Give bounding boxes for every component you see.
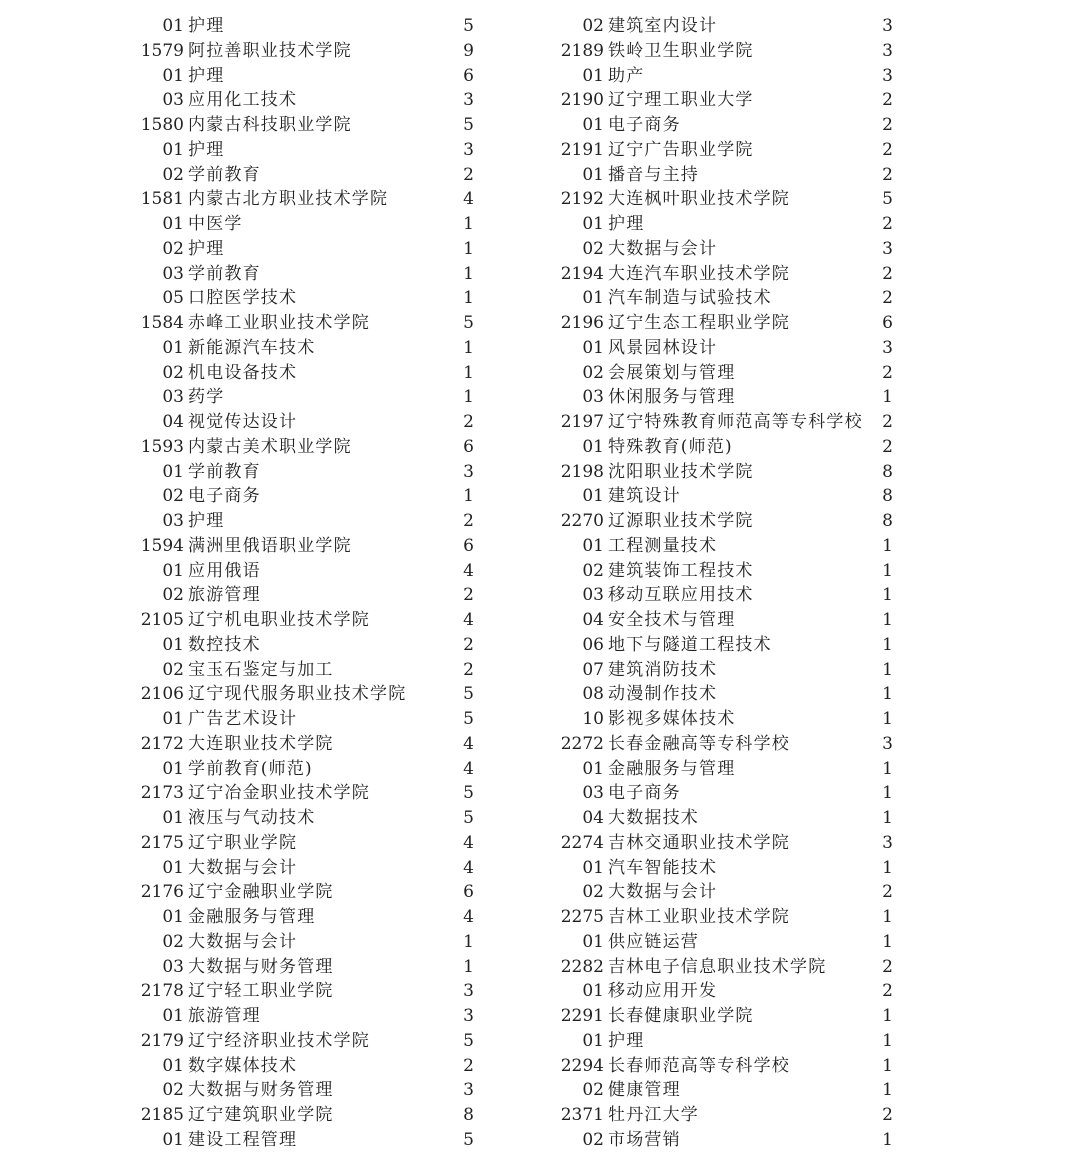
major-code: 01 [582, 214, 604, 234]
major-name: 大数据与会计 [608, 238, 718, 259]
school-code: 2189 [560, 40, 604, 61]
major-code: 03 [162, 90, 184, 111]
plan-count: 5 [463, 115, 474, 135]
school-code: 2196 [560, 313, 604, 333]
school-name: 辽宁冶金职业技术学院 [188, 783, 370, 804]
major-name: 安全技术与管理 [608, 610, 736, 630]
school-code: 1581 [140, 189, 184, 210]
major-name: 旅游管理 [188, 585, 261, 606]
school-code: 2176 [140, 882, 184, 903]
school-code: 2274 [560, 832, 604, 853]
major-name: 液压与气动技术 [188, 808, 316, 828]
major-code: 01 [162, 857, 184, 878]
major-code: 01 [162, 1129, 184, 1150]
school-name: 大连枫叶职业技术学院 [608, 189, 790, 210]
major-code: 02 [162, 659, 184, 680]
major-name: 健康管理 [608, 1080, 681, 1101]
school-name: 辽宁机电职业技术学院 [188, 610, 370, 630]
plan-count: 6 [463, 535, 474, 556]
major-code: 02 [162, 1080, 184, 1101]
major-code: 01 [582, 164, 604, 185]
school-code: 2371 [560, 1105, 604, 1125]
plan-count: 1 [463, 263, 474, 284]
major-name: 护理 [188, 511, 225, 531]
major-code: 01 [162, 560, 184, 581]
major-name: 电子商务 [188, 486, 261, 507]
school-name: 吉林工业职业技术学院 [608, 907, 790, 927]
plan-count: 3 [463, 1006, 474, 1026]
school-code: 2194 [560, 263, 604, 284]
plan-count: 3 [463, 981, 474, 1002]
school-code: 1584 [140, 313, 184, 333]
school-code: 2272 [560, 733, 604, 754]
major-name: 建筑消防技术 [608, 659, 718, 680]
school-name: 辽宁建筑职业学院 [188, 1105, 334, 1125]
plan-count: 8 [882, 461, 893, 482]
major-code: 01 [582, 486, 604, 507]
school-name: 长春金融高等专科学校 [608, 733, 790, 754]
school-name: 阿拉善职业技术学院 [188, 40, 352, 61]
plan-count: 2 [463, 1055, 474, 1076]
school-name: 内蒙古美术职业学院 [188, 436, 352, 457]
plan-count: 5 [463, 16, 474, 36]
plan-count: 1 [882, 931, 893, 952]
plan-count: 5 [463, 313, 474, 333]
school-code: 2190 [560, 90, 604, 111]
school-name: 内蒙古北方职业技术学院 [188, 189, 389, 210]
major-code: 01 [582, 337, 604, 358]
major-name: 大数据技术 [608, 808, 699, 828]
major-name: 移动应用开发 [608, 981, 718, 1002]
plan-count: 2 [882, 1105, 893, 1125]
plan-count: 4 [463, 832, 474, 853]
plan-count: 1 [463, 362, 474, 383]
major-name: 休闲服务与管理 [608, 387, 736, 408]
major-name: 口腔医学技术 [188, 288, 298, 309]
school-name: 大连汽车职业技术学院 [608, 263, 790, 284]
plan-count: 3 [882, 40, 893, 61]
school-code: 2198 [560, 461, 604, 482]
plan-count: 3 [463, 461, 474, 482]
school-name: 辽宁生态工程职业学院 [608, 313, 790, 333]
plan-count: 3 [882, 337, 893, 358]
plan-count: 1 [463, 288, 474, 309]
school-name: 大连职业技术学院 [188, 733, 334, 754]
major-code: 03 [162, 387, 184, 408]
major-code: 02 [162, 486, 184, 507]
major-name: 建筑设计 [608, 486, 681, 507]
major-name: 新能源汽车技术 [188, 337, 316, 358]
major-code: 04 [162, 412, 184, 432]
major-code: 01 [162, 808, 184, 828]
plan-count: 2 [463, 164, 474, 185]
plan-count: 2 [882, 436, 893, 457]
major-code: 02 [162, 164, 184, 185]
major-code: 10 [582, 709, 604, 729]
major-name: 护理 [188, 238, 225, 259]
major-code: 02 [582, 1080, 604, 1101]
school-name: 铁岭卫生职业学院 [608, 40, 754, 61]
plan-count: 1 [463, 214, 474, 234]
major-name: 广告艺术设计 [188, 709, 298, 729]
major-code: 02 [582, 1129, 604, 1150]
major-name: 学前教育 [188, 164, 261, 185]
major-code: 02 [582, 560, 604, 581]
plan-count: 1 [882, 808, 893, 828]
major-name: 特殊教育(师范) [608, 436, 733, 457]
plan-count: 1 [882, 1080, 893, 1101]
plan-count: 3 [882, 238, 893, 259]
school-code: 2185 [140, 1105, 184, 1125]
plan-count: 3 [882, 16, 893, 36]
plan-count: 5 [463, 808, 474, 828]
plan-count: 1 [882, 783, 893, 804]
major-code: 01 [582, 535, 604, 556]
school-code: 1594 [140, 535, 184, 556]
major-name: 建设工程管理 [188, 1129, 298, 1150]
plan-count: 1 [882, 1030, 893, 1051]
major-name: 应用俄语 [188, 560, 261, 581]
major-name: 电子商务 [608, 115, 681, 135]
school-code: 2175 [140, 832, 184, 853]
plan-count: 1 [882, 758, 893, 779]
major-name: 大数据与会计 [608, 882, 718, 903]
major-name: 播音与主持 [608, 164, 699, 185]
major-code: 01 [162, 337, 184, 358]
major-name: 影视多媒体技术 [608, 709, 736, 729]
major-code: 01 [582, 931, 604, 952]
school-code: 2270 [560, 511, 604, 531]
major-name: 数控技术 [188, 634, 261, 655]
school-code: 2179 [140, 1030, 184, 1051]
plan-count: 2 [882, 214, 893, 234]
plan-count: 1 [882, 1129, 893, 1150]
plan-count: 4 [463, 560, 474, 581]
major-code: 06 [582, 634, 604, 655]
major-name: 大数据与会计 [188, 931, 298, 952]
major-code: 03 [162, 511, 184, 531]
major-code: 01 [162, 758, 184, 779]
major-name: 护理 [188, 65, 225, 86]
plan-count: 4 [463, 189, 474, 210]
major-code: 01 [162, 907, 184, 927]
major-code: 04 [582, 610, 604, 630]
plan-count: 2 [882, 882, 893, 903]
plan-count: 5 [463, 709, 474, 729]
major-code: 01 [162, 214, 184, 234]
plan-count: 4 [463, 610, 474, 630]
school-code: 1579 [140, 40, 184, 61]
major-code: 01 [162, 139, 184, 160]
plan-count: 1 [882, 709, 893, 729]
major-name: 学前教育 [188, 263, 261, 284]
plan-count: 3 [882, 832, 893, 853]
major-name: 供应链运营 [608, 931, 699, 952]
plan-count: 5 [882, 189, 893, 210]
major-name: 助产 [608, 65, 645, 86]
major-code: 01 [582, 857, 604, 878]
plan-count: 2 [882, 164, 893, 185]
school-code: 2197 [560, 412, 604, 432]
school-name: 赤峰工业职业技术学院 [188, 313, 370, 333]
plan-count: 2 [882, 263, 893, 284]
plan-count: 2 [882, 362, 893, 383]
major-code: 07 [582, 659, 604, 680]
school-code: 2192 [560, 189, 604, 210]
plan-count: 6 [463, 65, 474, 86]
major-code: 02 [162, 362, 184, 383]
major-code: 05 [162, 288, 184, 309]
school-name: 沈阳职业技术学院 [608, 461, 754, 482]
major-code: 02 [582, 16, 604, 36]
major-code: 02 [582, 238, 604, 259]
major-name: 风景园林设计 [608, 337, 718, 358]
school-code: 1593 [140, 436, 184, 457]
major-name: 电子商务 [608, 783, 681, 804]
school-name: 辽宁金融职业学院 [188, 882, 334, 903]
school-name: 辽宁特殊教育师范高等专科学校 [608, 412, 863, 432]
major-name: 护理 [608, 1030, 645, 1051]
plan-count: 8 [463, 1105, 474, 1125]
plan-count: 1 [882, 610, 893, 630]
plan-count: 2 [882, 288, 893, 309]
plan-count: 4 [463, 857, 474, 878]
school-name: 辽宁经济职业技术学院 [188, 1030, 370, 1051]
school-name: 内蒙古科技职业学院 [188, 115, 352, 135]
school-code: 2275 [560, 907, 604, 927]
plan-count: 6 [882, 313, 893, 333]
major-code: 01 [162, 1006, 184, 1026]
school-name: 辽宁职业学院 [188, 832, 298, 853]
major-code: 01 [582, 65, 604, 86]
major-code: 01 [582, 981, 604, 1002]
plan-count: 3 [882, 733, 893, 754]
major-name: 应用化工技术 [188, 90, 298, 111]
school-code: 2173 [140, 783, 184, 804]
major-code: 01 [162, 16, 184, 36]
school-name: 辽宁轻工职业学院 [188, 981, 334, 1002]
plan-count: 1 [882, 1006, 893, 1026]
major-name: 会展策划与管理 [608, 362, 736, 383]
plan-count: 1 [882, 387, 893, 408]
plan-count: 2 [463, 511, 474, 531]
plan-count: 1 [882, 1055, 893, 1076]
major-code: 01 [162, 65, 184, 86]
school-code: 2105 [140, 610, 184, 630]
plan-count: 1 [882, 684, 893, 705]
school-code: 1580 [140, 115, 184, 135]
plan-count: 1 [463, 931, 474, 952]
plan-count: 3 [882, 65, 893, 86]
major-code: 08 [582, 684, 604, 705]
plan-count: 4 [463, 758, 474, 779]
major-code: 02 [582, 362, 604, 383]
school-code: 2106 [140, 684, 184, 705]
plan-count: 9 [463, 40, 474, 61]
school-name: 吉林电子信息职业技术学院 [608, 956, 827, 977]
plan-count: 1 [882, 634, 893, 655]
plan-count: 2 [463, 634, 474, 655]
school-code: 2191 [560, 139, 604, 160]
plan-count: 2 [882, 90, 893, 111]
major-code: 04 [582, 808, 604, 828]
major-name: 数字媒体技术 [188, 1055, 298, 1076]
plan-count: 2 [463, 659, 474, 680]
major-name: 汽车制造与试验技术 [608, 288, 772, 309]
plan-count: 2 [463, 585, 474, 606]
school-name: 辽宁广告职业学院 [608, 139, 754, 160]
major-name: 护理 [608, 214, 645, 234]
major-name: 动漫制作技术 [608, 684, 718, 705]
major-name: 护理 [188, 16, 225, 36]
plan-count: 2 [882, 981, 893, 1002]
major-name: 金融服务与管理 [188, 907, 316, 927]
major-code: 03 [582, 387, 604, 408]
plan-count: 1 [882, 907, 893, 927]
major-name: 市场营销 [608, 1129, 681, 1150]
school-name: 吉林交通职业技术学院 [608, 832, 790, 853]
plan-count: 1 [463, 387, 474, 408]
major-code: 02 [582, 882, 604, 903]
major-code: 01 [582, 1030, 604, 1051]
plan-count: 1 [882, 659, 893, 680]
major-name: 建筑室内设计 [608, 16, 718, 36]
school-name: 牡丹江大学 [608, 1105, 699, 1125]
plan-count: 2 [882, 956, 893, 977]
plan-count: 1 [463, 337, 474, 358]
major-name: 建筑装饰工程技术 [608, 560, 754, 581]
major-name: 工程测量技术 [608, 535, 718, 556]
major-name: 药学 [188, 387, 225, 408]
plan-count: 5 [463, 684, 474, 705]
plan-count: 5 [463, 1030, 474, 1051]
major-name: 金融服务与管理 [608, 758, 736, 779]
major-code: 01 [582, 436, 604, 457]
school-name: 长春师范高等专科学校 [608, 1055, 790, 1076]
school-name: 辽源职业技术学院 [608, 511, 754, 531]
major-name: 汽车智能技术 [608, 857, 718, 878]
school-name: 辽宁理工职业大学 [608, 90, 754, 111]
major-code: 02 [162, 931, 184, 952]
plan-count: 8 [882, 486, 893, 507]
school-code: 2294 [560, 1055, 604, 1076]
school-code: 2172 [140, 733, 184, 754]
plan-count: 2 [463, 412, 474, 432]
plan-count: 1 [882, 585, 893, 606]
major-code: 01 [582, 758, 604, 779]
major-code: 01 [162, 461, 184, 482]
plan-count: 2 [882, 115, 893, 135]
school-code: 2178 [140, 981, 184, 1002]
plan-count: 2 [882, 412, 893, 432]
plan-count: 4 [463, 733, 474, 754]
plan-count: 6 [463, 436, 474, 457]
plan-count: 1 [882, 560, 893, 581]
plan-count: 2 [882, 139, 893, 160]
plan-count: 1 [882, 857, 893, 878]
major-name: 大数据与会计 [188, 857, 298, 878]
major-name: 大数据与财务管理 [188, 956, 334, 977]
major-name: 视觉传达设计 [188, 412, 298, 432]
plan-count: 5 [463, 783, 474, 804]
school-code: 2282 [560, 956, 604, 977]
major-code: 01 [582, 288, 604, 309]
major-name: 学前教育(师范) [188, 758, 313, 779]
school-code: 2291 [560, 1006, 604, 1026]
plan-count: 3 [463, 139, 474, 160]
plan-count: 4 [463, 907, 474, 927]
major-code: 03 [582, 783, 604, 804]
plan-count: 5 [463, 1129, 474, 1150]
major-code: 01 [582, 115, 604, 135]
school-name: 长春健康职业学院 [608, 1006, 754, 1026]
plan-count: 1 [463, 956, 474, 977]
plan-count: 1 [882, 535, 893, 556]
school-name: 满洲里俄语职业学院 [188, 535, 352, 556]
major-code: 03 [162, 956, 184, 977]
major-name: 旅游管理 [188, 1006, 261, 1026]
major-name: 移动互联应用技术 [608, 585, 754, 606]
major-code: 02 [162, 585, 184, 606]
plan-count: 1 [463, 238, 474, 259]
major-code: 01 [162, 1055, 184, 1076]
major-code: 01 [162, 634, 184, 655]
major-name: 地下与隧道工程技术 [608, 634, 772, 655]
plan-count: 1 [463, 486, 474, 507]
major-code: 03 [582, 585, 604, 606]
major-code: 03 [162, 263, 184, 284]
plan-count: 3 [463, 1080, 474, 1101]
plan-count: 8 [882, 511, 893, 531]
plan-count: 6 [463, 882, 474, 903]
major-code: 02 [162, 238, 184, 259]
plan-count: 3 [463, 90, 474, 111]
major-name: 学前教育 [188, 461, 261, 482]
major-code: 01 [162, 709, 184, 729]
major-name: 大数据与财务管理 [188, 1080, 334, 1101]
major-name: 护理 [188, 139, 225, 160]
school-name: 辽宁现代服务职业技术学院 [188, 684, 407, 705]
major-name: 中医学 [188, 214, 243, 234]
major-name: 宝玉石鉴定与加工 [188, 659, 334, 680]
major-name: 机电设备技术 [188, 362, 298, 383]
